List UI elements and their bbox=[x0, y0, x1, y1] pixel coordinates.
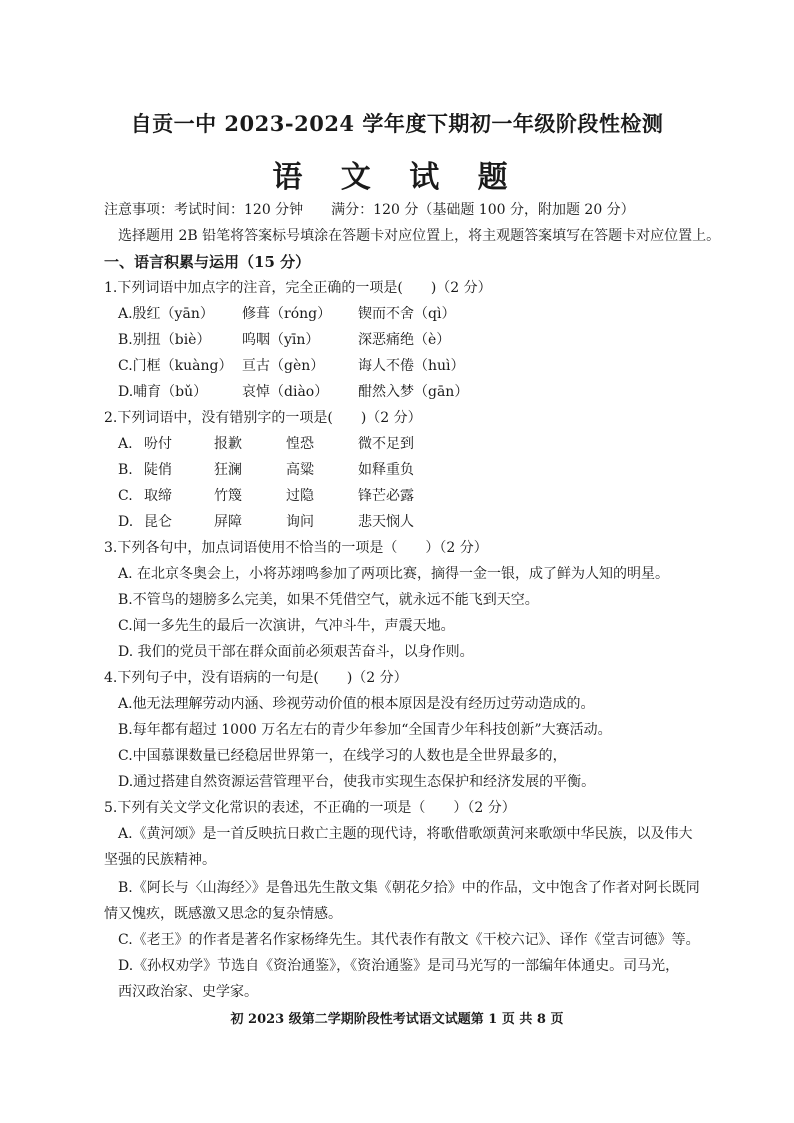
notes-line-2: 选择题用 2B 铅笔将答案标号填涂在答题卡对应位置上，将主观题答案填写在答题卡对应位置上。 bbox=[118, 228, 721, 244]
q2-c-word-3: 过隐 bbox=[286, 488, 314, 504]
q1-c-word-2: 亘古（gèn） bbox=[242, 358, 325, 374]
q2-a-word-1: 吩付 bbox=[144, 436, 172, 452]
q1-option-b bbox=[118, 330, 450, 350]
q3-stem: 3.下列各句中，加点词语使用不恰当的一项是（ ）（2 分） bbox=[104, 540, 488, 556]
q2-b-word-3: 高粱 bbox=[286, 462, 314, 478]
q5-option-b-line2: 情又愧疚，既感激又思念的复杂情感。 bbox=[104, 906, 342, 922]
q2-d-letter: D. bbox=[118, 514, 134, 530]
q2-option-b bbox=[118, 460, 414, 480]
q2-d-word-3: 询问 bbox=[286, 514, 314, 530]
q5-option-c: C.《老王》的作者是著名作家杨绛先生。其代表作有散文《干校六记》、译作《堂吉诃德》等。 bbox=[118, 932, 700, 948]
q5-option-b-line1: B.《阿长与〈山海经〉》是鲁迅先生散文集《朝花夕拾》中的作品，文中饱含了作者对阿长既同 bbox=[118, 880, 700, 896]
q1-option-a bbox=[118, 304, 455, 324]
q1-a-word-2: 修葺（róng） bbox=[242, 306, 332, 322]
q3-option-c: C.闻一多先生的最后一次演讲，气冲斗牛，声震天地。 bbox=[118, 618, 455, 634]
q2-a-word-2: 报歉 bbox=[214, 436, 242, 452]
subject-title: 语 文 试 题 bbox=[272, 160, 522, 195]
q1-d-word-2: 哀悼（diào） bbox=[242, 384, 329, 400]
q2-b-letter: B. bbox=[118, 462, 133, 478]
q2-c-word-1: 取缔 bbox=[144, 488, 172, 504]
section-1-title: 一、语言积累与运用（15 分） bbox=[104, 253, 311, 271]
q2-d-word-1: 昆仑 bbox=[144, 514, 172, 530]
q3-option-a: A. 在北京冬奥会上，小将苏翊鸣参加了两项比赛，摘得一金一银，成了鲜为人知的明星。 bbox=[118, 566, 670, 582]
q2-b-word-2: 狂澜 bbox=[214, 462, 242, 478]
q2-a-letter: A. bbox=[118, 436, 133, 452]
q1-d-word-1: D.哺育（bǔ） bbox=[118, 384, 208, 400]
q1-a-word-3: 锲而不舍（qì） bbox=[358, 306, 456, 322]
q4-option-a: A.他无法理解劳动内涵、珍视劳动价值的根本原因是没有经历过劳动造成的。 bbox=[118, 696, 595, 712]
q1-b-word-3: 深恶痛绝（è） bbox=[358, 332, 451, 348]
q1-c-word-3: 诲人不倦（huì） bbox=[358, 358, 465, 374]
q1-a-word-1: A.殷红（yān） bbox=[118, 306, 214, 322]
q2-b-word-4: 如释重负 bbox=[358, 462, 414, 478]
q5-stem: 5.下列有关文学文化常识的表述，不正确的一项是（ ）（2 分） bbox=[104, 800, 516, 816]
q2-d-word-2: 屏障 bbox=[214, 514, 242, 530]
q2-d-word-4: 悲天悯人 bbox=[358, 514, 414, 530]
q2-b-word-1: 陡俏 bbox=[144, 462, 172, 478]
q2-c-word-4: 锋芒必露 bbox=[358, 488, 414, 504]
q5-option-d-line2: 西汉政治家、史学家。 bbox=[118, 984, 258, 1000]
q5-option-d-line1: D.《孙权劝学》节选自《资治通鉴》，《资治通鉴》是司马光写的一部编年体通史。司马光， bbox=[118, 958, 680, 974]
q2-option-a bbox=[118, 434, 414, 454]
q1-b-word-2: 呜咽（yīn） bbox=[242, 332, 320, 348]
q1-b-word-1: B.别扭（biè） bbox=[118, 332, 211, 348]
q2-option-d bbox=[118, 512, 414, 532]
q3-option-b: B.不管鸟的翅膀多么完美，如果不凭借空气，就永远不能飞到天空。 bbox=[118, 592, 539, 608]
q2-stem: 2.下列词语中，没有错别字的一项是( )（2 分） bbox=[104, 410, 422, 426]
q1-option-d bbox=[118, 382, 468, 402]
q2-a-word-3: 惶恐 bbox=[286, 436, 314, 452]
q1-stem: 1.下列词语中加点字的注音，完全正确的一项是( )（2 分） bbox=[104, 280, 492, 296]
q2-c-word-2: 竹篾 bbox=[214, 488, 242, 504]
page-footer: 初 2023 级第二学期阶段性考试语文试题第 1 页 共 8 页 bbox=[230, 1012, 564, 1027]
q5-option-a-line1: A.《黄河颂》是一首反映抗日救亡主题的现代诗，将歌借歌颂黄河来歌颂中华民族，以及伟大 bbox=[118, 826, 693, 842]
q4-stem: 4.下列句子中，没有语病的一句是( )（2 分） bbox=[104, 670, 408, 686]
q1-option-c bbox=[118, 356, 465, 376]
notes-line-1: 注意事项：考试时间：120 分钟 满分：120 分（基础题 100 分，附加题 20 分） bbox=[104, 202, 635, 218]
q1-d-word-3: 酣然入梦（gān） bbox=[358, 384, 469, 400]
q4-option-d: D.通过搭建自然资源运营管理平台，使我市实现生态保护和经济发展的平衡。 bbox=[118, 774, 596, 790]
q2-a-word-4: 微不足到 bbox=[358, 436, 414, 452]
q2-option-c bbox=[118, 486, 414, 506]
q5-option-a-line2: 坚强的民族精神。 bbox=[104, 852, 216, 868]
q4-option-c: C.中国慕课数量已经稳居世界第一，在线学习的人数也是全世界最多的， bbox=[118, 748, 567, 764]
q3-option-d: D. 我们的党员干部在群众面前必须艰苦奋斗，以身作则。 bbox=[118, 644, 474, 660]
q1-c-word-1: C.门框（kuàng） bbox=[118, 358, 233, 374]
q4-option-b: B.每年都有超过 1000 万名左右的青少年参加“全国青少年科技创新”大赛活动。 bbox=[118, 722, 612, 738]
exam-title: 自贡一中 2023-2024 学年度下期初一年级阶段性检测 bbox=[130, 111, 664, 136]
q2-c-letter: C. bbox=[118, 488, 133, 504]
